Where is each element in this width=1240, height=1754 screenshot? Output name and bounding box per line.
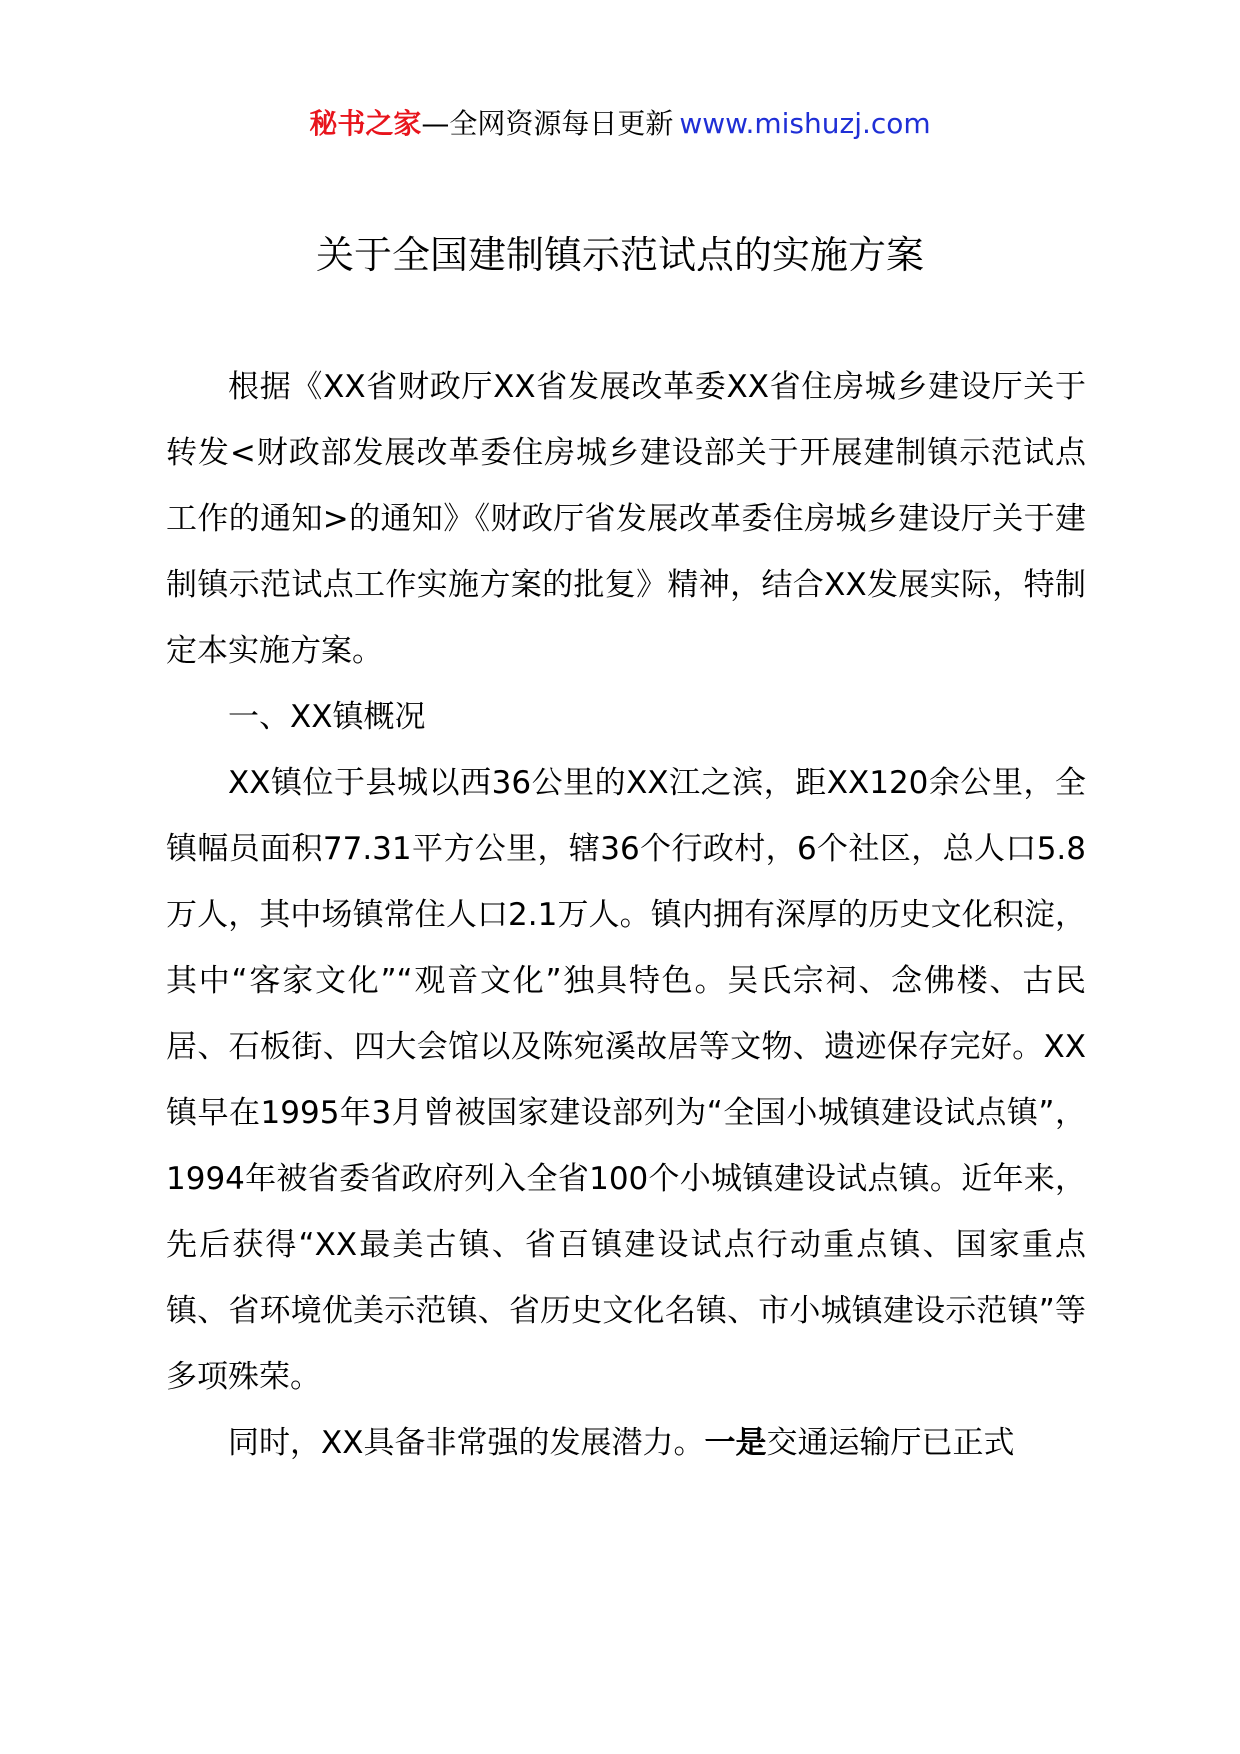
- paragraph-potential-lead: 同时，XX具备非常强的发展潜力。: [228, 1425, 705, 1461]
- site-brand: 秘书之家: [309, 107, 422, 140]
- paragraph-potential-bold: 一是: [704, 1425, 767, 1461]
- paragraph-overview: XX镇位于县城以西36公里的XX江之滨，距XX120余公里，全镇幅员面积77.31平方公里，辖36个行政村，6个社区，总人口5.8万人，其中场镇常住人口2.1万人。镇内拥有深厚的历史文化积淀，其中“客家文化”“观音文化”独具特色。吴氏宗祠、念佛楼、古民居、石板街、四大会馆以及陈宛溪故居等文物、遗迹保存完好。XX镇早在1995年3月曾被国家建设部列为“全国小城镇建设试点镇”，1994年被省委省政府列入全省100个小城镇建设试点镇。近年来，先后获得“XX最美古镇、省百镇建设试点行动重点镇、国家重点镇、省环境优美示范镇、省历史文化名镇、市小城镇建设示范镇”等多项殊荣。: [166, 765, 1086, 1395]
- paragraph-potential-rest: 交通运输厅已正式: [766, 1425, 1015, 1461]
- site-header: [0, 104, 1240, 144]
- document-title: 关于全国建制镇示范试点的实施方案: [315, 233, 924, 277]
- section-heading-overview: 一、XX镇概况: [228, 699, 426, 735]
- site-tagline: —全网资源每日更新: [421, 107, 674, 140]
- site-url-link[interactable]: www.mishuzj.com: [679, 107, 931, 140]
- paragraph-potential: [166, 1410, 1086, 1476]
- document-body: [166, 354, 1086, 1476]
- paragraph-intro: 根据《XX省财政厅XX省发展改革委XX省住房城乡建设厅关于转发<财政部发展改革委住房城乡建设部关于开展建制镇示范试点工作的通知>的通知》《财政厅省发展改革委住房城乡建设厅关于建制镇示范试点工作实施方案的批复》精神，结合XX发展实际，特制定本实施方案。: [166, 369, 1086, 669]
